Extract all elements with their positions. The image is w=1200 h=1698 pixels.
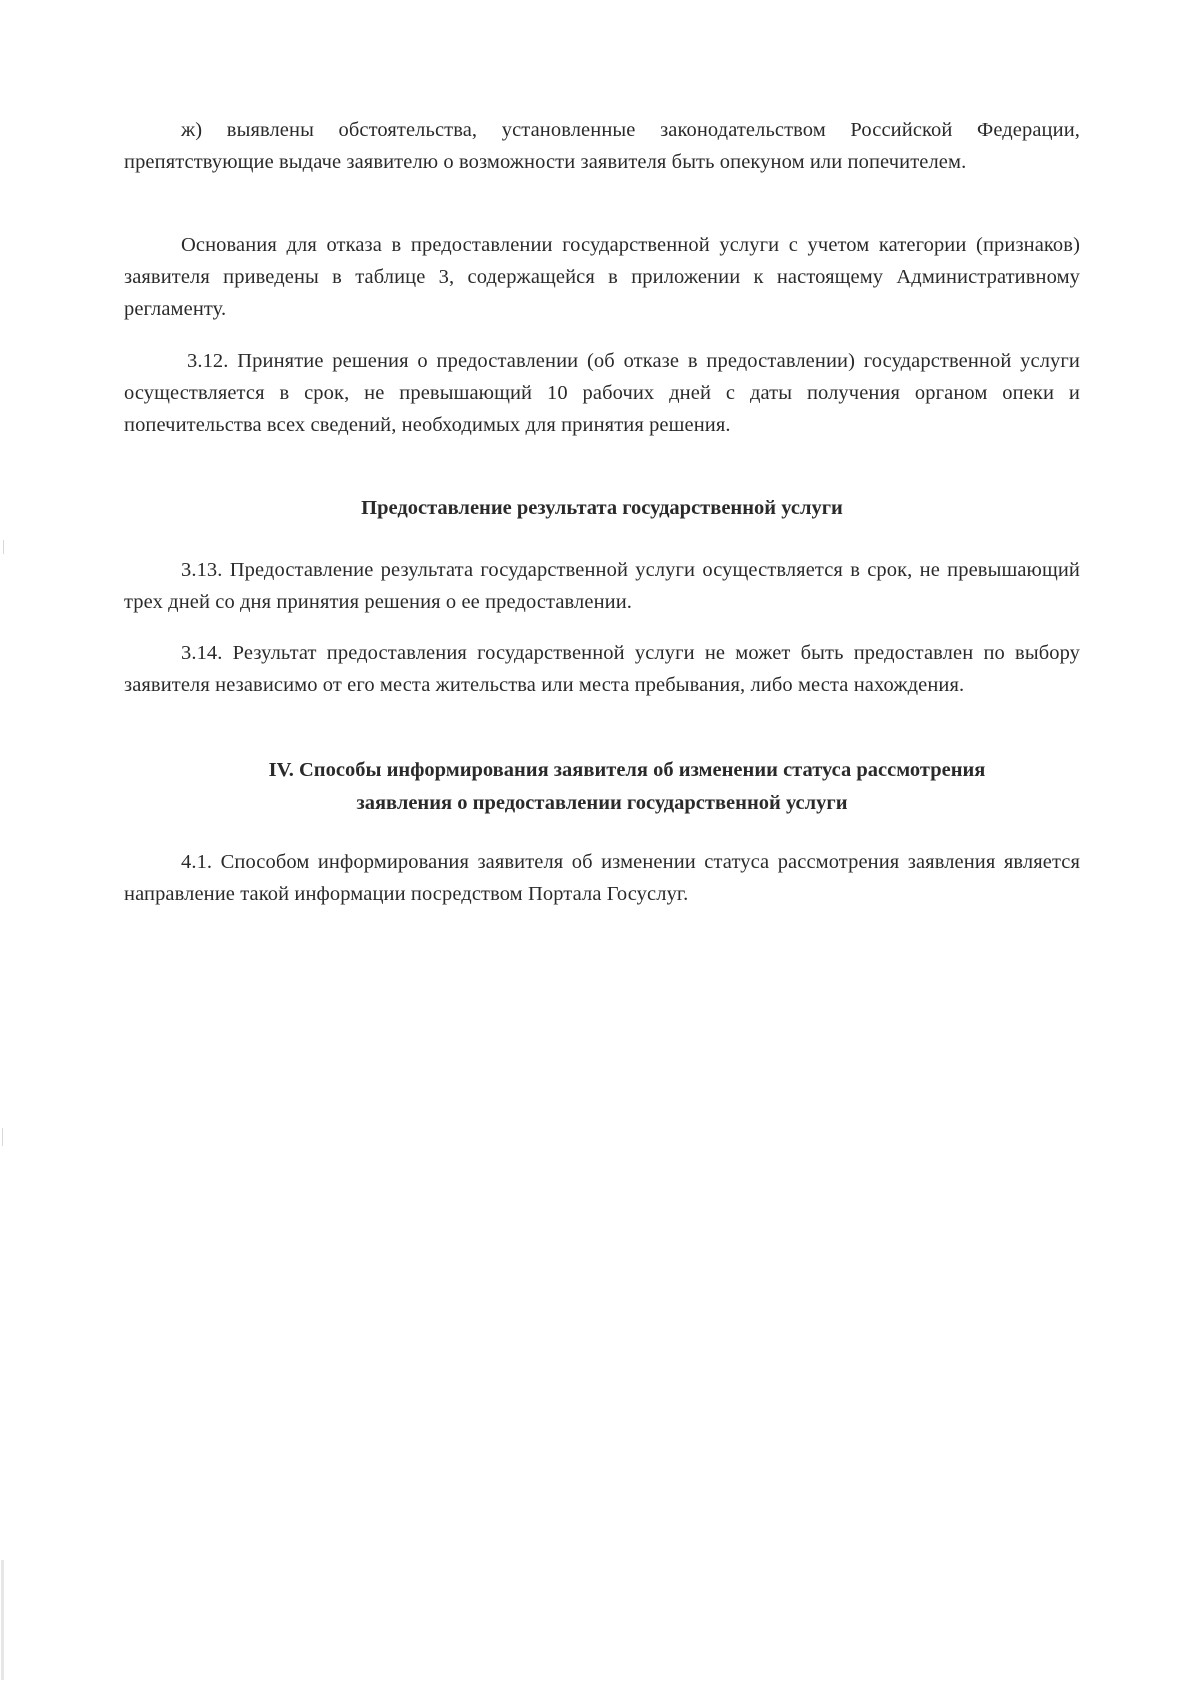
- paragraph-clause-4-1: 4.1. Способом информирования заявителя об изменении статуса рассмотрения заявления является направление такой информации посредством Портала Госуслуг.: [124, 851, 1080, 905]
- paragraph-item-zh: ж) выявлены обстоятельства, установленные законодательством Российской Федерации, препятствующие выдаче заявителю о возможности заявителя быть опекуном или попечителем.: [124, 119, 1080, 173]
- section-heading-result: Предоставление результата государственной услуги: [361, 497, 843, 519]
- chapter-heading-line-2: заявления о предоставлении государственной услуги: [356, 792, 848, 814]
- paragraph-clause-3-14: 3.14. Результат предоставления государственной услуги не может быть предоставлен по выбору заявителя независимо от его места жительства или места пребывания, либо места нахождения.: [124, 642, 1080, 696]
- paragraph-clause-3-13: 3.13. Предоставление результата государственной услуги осуществляется в срок, не превышающий трех дней со дня принятия решения о ее предоставлении.: [124, 559, 1080, 613]
- scan-artifact: [2, 1128, 3, 1146]
- scan-artifact: [1, 1560, 4, 1680]
- chapter-heading-line-1: IV. Способы информирования заявителя об изменении статуса рассмотрения: [268, 759, 986, 781]
- scan-artifact: [3, 540, 4, 554]
- paragraph-clause-3-12: 3.12. Принятие решения о предоставлении (об отказе в предоставлении) государственной услуги осуществляется в срок, не превышающий 10 рабочих дней с даты получения органом опеки и попечительства всех сведений, необходимых для принятия решения.: [124, 350, 1080, 436]
- paragraph-refusal-grounds: Основания для отказа в предоставлении государственной услуги с учетом категории (признаков) заявителя приведены в таблице 3, содержащейся в приложении к настоящему Административному регламенту.: [124, 234, 1080, 320]
